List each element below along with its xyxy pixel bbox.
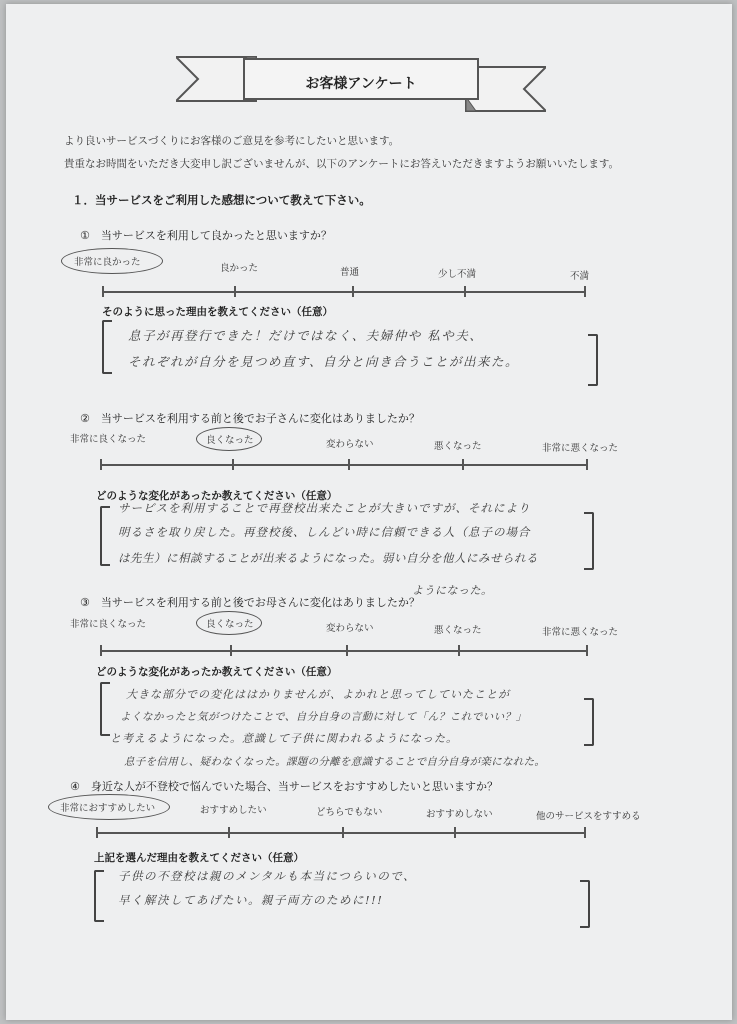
q1-answer-line-1: 息子が再登行できた！だけではなく、夫婦仲や 私や夫、 <box>128 328 484 343</box>
q2-bracket-right <box>584 512 594 570</box>
q2-option-5[interactable]: 非常に悪くなった <box>542 443 619 454</box>
q2-question: ② 当サービスを利用する前と後でお子さんに変化はありましたか？ <box>80 412 420 425</box>
q2-option-1[interactable]: 非常に良くなった <box>70 434 147 445</box>
intro-line-2: 貴重なお時間をいただき大変申し訳ございませんが、以下のアンケートにお答えいただきますようお願いいたします。 <box>64 158 620 170</box>
q2-answer-line-4: ようになった。 <box>412 584 493 597</box>
q4-option-4[interactable]: おすすめしない <box>426 809 493 820</box>
title-banner <box>176 49 546 119</box>
q2-answer-line-3: は先生）に相談することが出来るようになった。弱い自分を他人にみせられる <box>118 551 538 565</box>
q3-question: ③ 当サービスを利用する前と後でお母さんに変化はありましたか？ <box>80 596 420 609</box>
q3-answer-line-2: よくなかったと気がつけたことで、自分自身の言動に対して「ん？これでいい？」 <box>120 711 527 723</box>
q1-option-2[interactable]: 良かった <box>220 263 259 274</box>
q4-bracket-left <box>94 870 104 922</box>
q3-answer-line-4: 息子を信用し、疑わなくなった。課題の分離を意識することで自分自身が楽になれた。 <box>124 756 546 768</box>
q2-option-3[interactable]: 変わらない <box>326 439 374 450</box>
q4-question: ④ 身近な人が不登校で悩んでいた場合、当サービスをおすすめしたいと思いますか？ <box>70 780 498 793</box>
q3-answer-line-1: 大きな部分での変化ははかりませんが、よかれと思ってしていたことが <box>126 688 510 701</box>
q4-rating-scale <box>96 832 586 834</box>
q1-option-5[interactable]: 不満 <box>570 271 590 282</box>
q2-option-4[interactable]: 悪くなった <box>434 441 482 452</box>
q2-answer-line-1: サービスを利用することで再登校出来たことが大きいですが、それにより <box>118 501 531 515</box>
q2-rating-scale <box>100 464 588 466</box>
q3-bracket-right <box>584 698 594 746</box>
q2-option-2[interactable]: 良くなった <box>206 435 254 446</box>
q4-answer-line-1: 子供の不登校は親のメンタルも本当につらいので、 <box>118 869 417 883</box>
q2-bracket-left <box>100 506 110 566</box>
q4-answer-line-2: 早く解決してあげたい。親子両方のために!!! <box>118 893 384 907</box>
q3-option-4[interactable]: 悪くなった <box>434 625 482 636</box>
q3-option-5[interactable]: 非常に悪くなった <box>542 627 619 638</box>
page-title: お客様アンケート <box>305 76 417 92</box>
q3-option-2[interactable]: 良くなった <box>206 619 254 630</box>
q2-reason-label: どのような変化があったか教えてください（任意） <box>96 490 338 502</box>
q1-bracket-left <box>102 320 112 374</box>
q1-bracket-right <box>588 334 598 386</box>
q3-answer-line-3: と考えるようになった。意識して子供に関われるようになった。 <box>110 732 458 745</box>
q4-option-2[interactable]: おすすめしたい <box>200 805 267 816</box>
q1-option-3[interactable]: 普通 <box>340 267 360 278</box>
q1-option-4[interactable]: 少し不満 <box>438 269 477 280</box>
q1-option-1[interactable]: 非常に良かった <box>74 257 141 268</box>
intro-line-1: より良いサービスづくりにお客様のご意見を参考にしたいと思います。 <box>64 135 400 147</box>
q4-bracket-right <box>580 880 590 928</box>
q2-answer-line-2: 明るさを取り戻した。再登校後、しんどい時に信頼できる人（息子の場合 <box>118 525 531 539</box>
q3-rating-scale <box>100 650 588 652</box>
q3-option-1[interactable]: 非常に良くなった <box>70 619 147 630</box>
survey-paper <box>6 4 732 1020</box>
q3-option-3[interactable]: 変わらない <box>326 623 374 634</box>
q4-option-5[interactable]: 他のサービスをすすめる <box>536 811 641 822</box>
q4-reason-label: 上記を選んだ理由を教えてください（任意） <box>94 852 304 864</box>
q1-rating-scale <box>102 291 586 293</box>
q1-question: ① 当サービスを利用して良かったと思いますか？ <box>80 229 332 242</box>
section-1-heading: １．当サービスをご利用した感想について教えて下さい。 <box>72 193 371 207</box>
q1-answer-line-2: それぞれが自分を見つめ直す、自分と向き合うことが出来た。 <box>128 354 520 369</box>
q4-option-1[interactable]: 非常におすすめしたい <box>60 803 156 814</box>
q3-bracket-left <box>100 682 110 736</box>
q3-reason-label: どのような変化があったか教えてください（任意） <box>96 666 338 678</box>
q1-reason-label: そのように思った理由を教えてください（任意） <box>102 306 333 318</box>
q4-option-3[interactable]: どちらでもない <box>316 807 383 818</box>
